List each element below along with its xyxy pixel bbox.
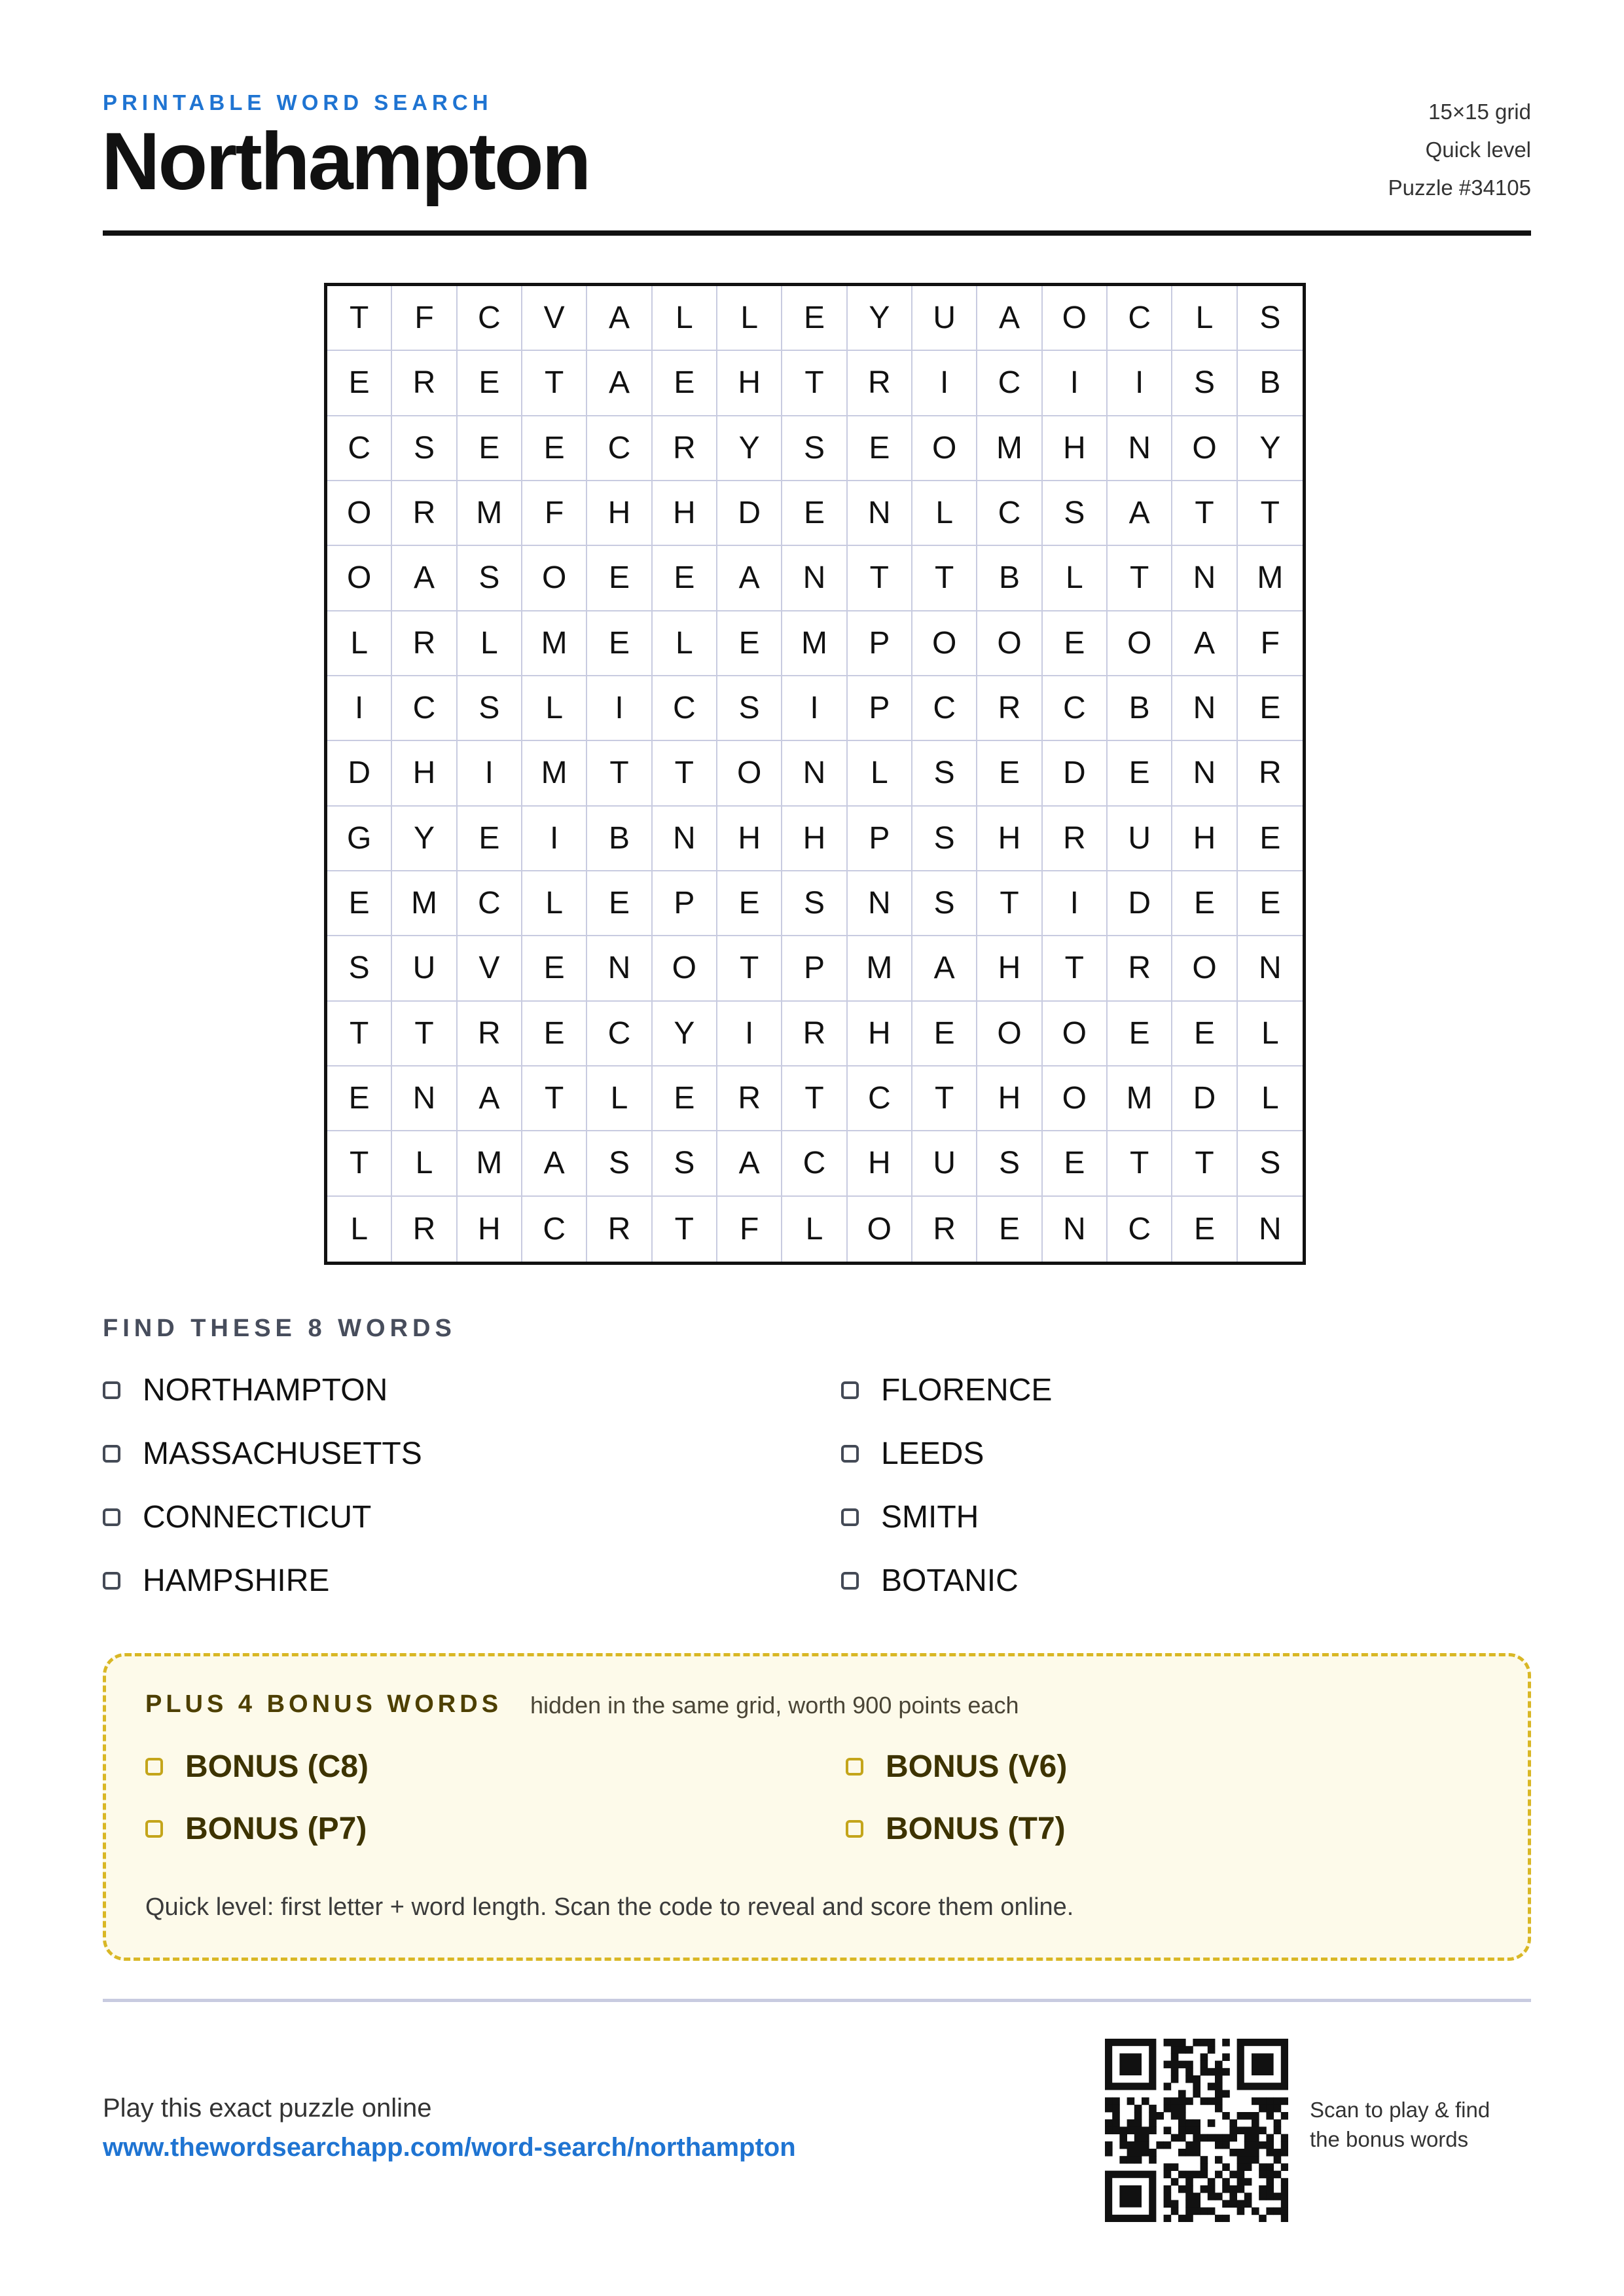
puzzle-number-label: Puzzle #34105 bbox=[1388, 175, 1531, 200]
grid-cell[interactable]: M bbox=[392, 871, 457, 936]
grid-cell[interactable]: H bbox=[653, 481, 717, 546]
grid-cell[interactable]: P bbox=[653, 871, 717, 936]
grid-cell[interactable]: N bbox=[782, 546, 847, 611]
checkbox-icon[interactable] bbox=[841, 1508, 859, 1526]
grid-cell[interactable]: C bbox=[977, 481, 1042, 546]
grid-cell[interactable]: U bbox=[912, 286, 977, 351]
grid-cell[interactable]: H bbox=[717, 351, 782, 416]
grid-cell[interactable]: E bbox=[458, 807, 522, 871]
word-list bbox=[103, 1372, 1531, 1599]
grid-cell[interactable]: N bbox=[848, 871, 912, 936]
grid-cell[interactable]: E bbox=[782, 286, 847, 351]
grid-cell[interactable]: R bbox=[848, 351, 912, 416]
grid-cell[interactable]: E bbox=[1043, 611, 1108, 676]
grid-cell[interactable]: Y bbox=[848, 286, 912, 351]
grid-cell[interactable]: O bbox=[522, 546, 587, 611]
grid-cell[interactable]: L bbox=[782, 1197, 847, 1262]
grid-cell[interactable]: M bbox=[1108, 1066, 1172, 1131]
grid-cell[interactable]: A bbox=[587, 286, 652, 351]
grid-cell[interactable]: E bbox=[653, 351, 717, 416]
grid-cell[interactable]: B bbox=[587, 807, 652, 871]
grid-cell[interactable]: H bbox=[977, 807, 1042, 871]
grid-cell[interactable]: L bbox=[458, 611, 522, 676]
grid-cell[interactable]: S bbox=[1172, 351, 1237, 416]
grid-cell[interactable]: M bbox=[458, 1131, 522, 1196]
grid-cell[interactable]: T bbox=[912, 546, 977, 611]
grid-cell[interactable]: N bbox=[653, 807, 717, 871]
grid-cell[interactable]: O bbox=[717, 741, 782, 806]
puzzle-meta bbox=[1388, 93, 1531, 207]
grid-cell[interactable]: S bbox=[717, 676, 782, 741]
grid-cell[interactable]: O bbox=[977, 611, 1042, 676]
grid-cell[interactable]: F bbox=[717, 1197, 782, 1262]
grid-cell[interactable]: N bbox=[587, 936, 652, 1001]
grid-cell[interactable]: O bbox=[1043, 1066, 1108, 1131]
bonus-word-label: BONUS (T7) bbox=[886, 1812, 1066, 1846]
grid-cell[interactable]: E bbox=[1108, 1002, 1172, 1066]
grid-cell[interactable]: L bbox=[522, 676, 587, 741]
grid-cell[interactable]: L bbox=[653, 611, 717, 676]
grid-cell[interactable]: M bbox=[522, 611, 587, 676]
word-item[interactable] bbox=[103, 1372, 841, 1409]
checkbox-icon[interactable] bbox=[841, 1445, 859, 1463]
grid-cell[interactable]: H bbox=[977, 1066, 1042, 1131]
grid-cell[interactable]: A bbox=[1172, 611, 1237, 676]
word-label: NORTHAMPTON bbox=[143, 1373, 388, 1408]
grid-cell[interactable]: O bbox=[848, 1197, 912, 1262]
word-label: SMITH bbox=[881, 1500, 979, 1535]
grid-cell[interactable]: H bbox=[458, 1197, 522, 1262]
grid-cell[interactable]: I bbox=[1043, 871, 1108, 936]
grid-cell[interactable]: D bbox=[1108, 871, 1172, 936]
grid-cell[interactable]: S bbox=[912, 871, 977, 936]
grid-cell[interactable]: T bbox=[1238, 481, 1303, 546]
grid-cell[interactable]: V bbox=[458, 936, 522, 1001]
grid-cell[interactable]: D bbox=[1172, 1066, 1237, 1131]
grid-cell[interactable]: L bbox=[327, 1197, 392, 1262]
checkbox-icon[interactable] bbox=[846, 1820, 863, 1838]
bonus-word-label: BONUS (C8) bbox=[185, 1749, 369, 1784]
grid-cell[interactable]: T bbox=[912, 1066, 977, 1131]
grid-cell[interactable]: N bbox=[1238, 936, 1303, 1001]
bonus-word-label: BONUS (V6) bbox=[886, 1749, 1068, 1784]
grid-cell[interactable]: E bbox=[587, 546, 652, 611]
grid-cell[interactable]: U bbox=[392, 936, 457, 1001]
word-label: BOTANIC bbox=[881, 1563, 1019, 1598]
grid-cell[interactable]: I bbox=[327, 676, 392, 741]
grid-cell[interactable]: E bbox=[522, 936, 587, 1001]
grid-cell[interactable]: T bbox=[1172, 481, 1237, 546]
grid-cell[interactable]: R bbox=[1108, 936, 1172, 1001]
bonus-subheading: hidden in the same grid, worth 900 points each bbox=[530, 1692, 1019, 1719]
grid-cell[interactable]: N bbox=[1172, 546, 1237, 611]
grid-cell[interactable]: B bbox=[977, 546, 1042, 611]
bonus-heading: PLUS 4 BONUS WORDS bbox=[145, 1690, 503, 1718]
grid-cell[interactable]: E bbox=[327, 1066, 392, 1131]
grid-cell[interactable]: H bbox=[1172, 807, 1237, 871]
grid-cell[interactable]: S bbox=[782, 416, 847, 481]
grid-cell[interactable]: E bbox=[522, 1002, 587, 1066]
grid-cell[interactable]: T bbox=[848, 546, 912, 611]
grid-cell[interactable]: M bbox=[458, 481, 522, 546]
play-online-text: Play this exact puzzle online bbox=[103, 2094, 432, 2123]
grid-cell[interactable]: R bbox=[392, 1197, 457, 1262]
bonus-word-item[interactable] bbox=[145, 1748, 846, 1785]
grid-cell[interactable]: P bbox=[782, 936, 847, 1001]
grid-cell[interactable]: E bbox=[522, 416, 587, 481]
grid-cell[interactable]: S bbox=[1238, 286, 1303, 351]
grid-cell[interactable]: E bbox=[912, 1002, 977, 1066]
grid-cell[interactable]: R bbox=[653, 416, 717, 481]
grid-cell[interactable]: L bbox=[392, 1131, 457, 1196]
grid-cell[interactable]: L bbox=[327, 611, 392, 676]
page-title: Northampton bbox=[101, 117, 590, 207]
grid-cell[interactable]: M bbox=[977, 416, 1042, 481]
grid-cell[interactable]: A bbox=[977, 286, 1042, 351]
grid-cell[interactable]: T bbox=[653, 1197, 717, 1262]
grid-cell[interactable]: O bbox=[1172, 936, 1237, 1001]
grid-cell[interactable]: L bbox=[1043, 546, 1108, 611]
header-divider bbox=[103, 230, 1531, 236]
letter-grid bbox=[324, 283, 1306, 1265]
grid-cell[interactable]: C bbox=[653, 676, 717, 741]
grid-cell[interactable]: L bbox=[848, 741, 912, 806]
grid-cell[interactable]: A bbox=[458, 1066, 522, 1131]
grid-cell[interactable]: S bbox=[458, 676, 522, 741]
grid-cell[interactable]: F bbox=[1238, 611, 1303, 676]
grid-cell[interactable]: S bbox=[912, 807, 977, 871]
grid-cell[interactable]: E bbox=[458, 351, 522, 416]
checkbox-icon[interactable] bbox=[145, 1758, 163, 1776]
grid-cell[interactable]: E bbox=[782, 481, 847, 546]
grid-cell[interactable]: O bbox=[912, 611, 977, 676]
grid-cell[interactable]: S bbox=[977, 1131, 1042, 1196]
grid-cell[interactable]: H bbox=[848, 1002, 912, 1066]
grid-cell[interactable]: E bbox=[327, 871, 392, 936]
grid-cell[interactable]: E bbox=[1108, 741, 1172, 806]
word-item[interactable] bbox=[841, 1372, 1531, 1409]
grid-cell[interactable]: O bbox=[1108, 611, 1172, 676]
grid-cell[interactable]: D bbox=[1043, 741, 1108, 806]
word-list-heading: FIND THESE 8 WORDS bbox=[103, 1315, 456, 1342]
grid-cell[interactable]: S bbox=[327, 936, 392, 1001]
grid-cell[interactable]: R bbox=[717, 1066, 782, 1131]
puzzle-url-link[interactable]: www.thewordsearchapp.com/word-search/northampton bbox=[103, 2133, 796, 2162]
grid-cell[interactable]: I bbox=[1043, 351, 1108, 416]
checkbox-icon[interactable] bbox=[145, 1820, 163, 1838]
grid-cell[interactable]: E bbox=[1238, 871, 1303, 936]
grid-cell[interactable]: E bbox=[653, 1066, 717, 1131]
grid-cell[interactable]: I bbox=[587, 676, 652, 741]
checkbox-icon[interactable] bbox=[846, 1758, 863, 1776]
grid-cell[interactable]: L bbox=[1172, 286, 1237, 351]
scan-caption-line: Scan to play & find bbox=[1310, 2098, 1490, 2122]
grid-cell[interactable]: T bbox=[1043, 936, 1108, 1001]
bonus-word-item[interactable] bbox=[846, 1810, 1481, 1848]
grid-cell[interactable]: L bbox=[587, 1066, 652, 1131]
grid-cell[interactable]: O bbox=[327, 481, 392, 546]
word-label: LEEDS bbox=[881, 1436, 984, 1471]
word-label: MASSACHUSETTS bbox=[143, 1436, 422, 1471]
grid-cell[interactable]: H bbox=[717, 807, 782, 871]
grid-cell[interactable]: D bbox=[327, 741, 392, 806]
grid-cell[interactable]: C bbox=[848, 1066, 912, 1131]
word-item[interactable] bbox=[103, 1499, 841, 1536]
grid-cell[interactable]: G bbox=[327, 807, 392, 871]
grid-size-label: 15×15 grid bbox=[1428, 100, 1531, 124]
grid-cell[interactable]: P bbox=[848, 611, 912, 676]
grid-cell[interactable]: L bbox=[653, 286, 717, 351]
grid-cell[interactable]: R bbox=[977, 676, 1042, 741]
grid-cell[interactable]: N bbox=[1172, 741, 1237, 806]
grid-cell[interactable]: Y bbox=[1238, 416, 1303, 481]
grid-cell[interactable]: N bbox=[1108, 416, 1172, 481]
grid-cell[interactable]: H bbox=[848, 1131, 912, 1196]
word-item[interactable] bbox=[103, 1435, 841, 1472]
grid-cell[interactable]: C bbox=[392, 676, 457, 741]
grid-cell[interactable]: H bbox=[587, 481, 652, 546]
grid-cell[interactable]: S bbox=[782, 871, 847, 936]
grid-cell[interactable]: E bbox=[1238, 676, 1303, 741]
grid-cell[interactable]: A bbox=[522, 1131, 587, 1196]
grid-cell[interactable]: T bbox=[653, 741, 717, 806]
grid-cell[interactable]: A bbox=[392, 546, 457, 611]
grid-cell[interactable]: R bbox=[392, 611, 457, 676]
grid-cell[interactable]: A bbox=[912, 936, 977, 1001]
grid-cell[interactable]: R bbox=[912, 1197, 977, 1262]
grid-cell[interactable]: E bbox=[717, 871, 782, 936]
grid-cell[interactable]: E bbox=[1172, 1197, 1237, 1262]
grid-cell[interactable]: L bbox=[717, 286, 782, 351]
checkbox-icon[interactable] bbox=[103, 1508, 120, 1526]
grid-cell[interactable]: H bbox=[977, 936, 1042, 1001]
grid-cell[interactable]: U bbox=[1108, 807, 1172, 871]
grid-cell[interactable]: I bbox=[912, 351, 977, 416]
grid-cell[interactable]: C bbox=[1043, 676, 1108, 741]
grid-cell[interactable]: T bbox=[327, 286, 392, 351]
grid-cell[interactable]: N bbox=[1258, 1211, 1282, 1247]
grid-cell[interactable]: S bbox=[458, 546, 522, 611]
grid-cell[interactable]: R bbox=[1043, 807, 1108, 871]
grid-cell[interactable]: R bbox=[587, 1197, 652, 1262]
grid-cell[interactable]: U bbox=[912, 1131, 977, 1196]
grid-cell[interactable]: B bbox=[1238, 351, 1303, 416]
grid-cell[interactable]: E bbox=[1172, 1002, 1237, 1066]
footer-divider bbox=[103, 1999, 1531, 2002]
checkbox-icon[interactable] bbox=[103, 1572, 120, 1590]
grid-cell[interactable]: C bbox=[912, 676, 977, 741]
grid-cell[interactable]: E bbox=[848, 416, 912, 481]
bonus-word-item[interactable] bbox=[846, 1748, 1481, 1785]
grid-cell[interactable]: O bbox=[327, 546, 392, 611]
grid-cell[interactable]: T bbox=[1108, 1131, 1172, 1196]
page-kicker: PRINTABLE WORD SEARCH bbox=[103, 90, 493, 115]
grid-cell[interactable]: C bbox=[782, 1131, 847, 1196]
checkbox-icon[interactable] bbox=[841, 1572, 859, 1590]
grid-cell[interactable]: C bbox=[458, 871, 522, 936]
grid-cell[interactable]: S bbox=[653, 1131, 717, 1196]
scan-caption-line: the bonus words bbox=[1310, 2127, 1469, 2151]
qr-code-icon[interactable] bbox=[1105, 2039, 1288, 2222]
grid-cell[interactable]: T bbox=[522, 351, 587, 416]
grid-cell[interactable]: N bbox=[1043, 1197, 1108, 1262]
grid-cell[interactable]: Y bbox=[653, 1002, 717, 1066]
word-label: FLORENCE bbox=[881, 1373, 1053, 1408]
grid-cell[interactable]: O bbox=[977, 1002, 1042, 1066]
grid-cell[interactable]: C bbox=[1108, 1197, 1172, 1262]
grid-cell[interactable]: S bbox=[1043, 481, 1108, 546]
grid-cell[interactable]: T bbox=[977, 871, 1042, 936]
grid-cell[interactable]: C bbox=[1108, 286, 1172, 351]
word-label: CONNECTICUT bbox=[143, 1500, 372, 1535]
grid-cell[interactable]: L bbox=[1238, 1002, 1303, 1066]
grid-cell[interactable]: L bbox=[912, 481, 977, 546]
grid-cell[interactable]: S bbox=[1238, 1131, 1303, 1196]
bonus-word-item[interactable] bbox=[145, 1810, 846, 1848]
grid-cell[interactable]: T bbox=[1172, 1131, 1237, 1196]
word-item[interactable] bbox=[841, 1562, 1531, 1599]
grid-cell[interactable]: E bbox=[717, 611, 782, 676]
grid-cell[interactable]: Y bbox=[392, 807, 457, 871]
grid-cell[interactable]: R bbox=[392, 481, 457, 546]
grid-cell[interactable]: O bbox=[912, 416, 977, 481]
bonus-word-label: BONUS (P7) bbox=[185, 1812, 367, 1846]
grid-cell[interactable]: P bbox=[848, 807, 912, 871]
grid-cell[interactable]: R bbox=[782, 1002, 847, 1066]
bonus-note: Quick level: first letter + word length. Scan the code to reveal and score them online. bbox=[145, 1893, 1074, 1921]
grid-cell[interactable]: A bbox=[587, 351, 652, 416]
grid-cell[interactable]: E bbox=[653, 546, 717, 611]
grid-cell[interactable]: O bbox=[1043, 286, 1108, 351]
grid-cell[interactable]: T bbox=[392, 1002, 457, 1066]
grid-cell[interactable]: T bbox=[327, 1002, 392, 1066]
grid-cell[interactable]: E bbox=[1172, 871, 1237, 936]
grid-cell[interactable]: Y bbox=[717, 416, 782, 481]
checkbox-icon[interactable] bbox=[103, 1445, 120, 1463]
grid-cell[interactable]: T bbox=[327, 1131, 392, 1196]
grid-cell[interactable]: S bbox=[587, 1131, 652, 1196]
grid-cell[interactable]: E bbox=[587, 611, 652, 676]
grid-cell[interactable]: E bbox=[977, 1197, 1042, 1262]
grid-cell[interactable]: C bbox=[458, 286, 522, 351]
grid-cell[interactable]: B bbox=[1108, 676, 1172, 741]
grid-cell[interactable]: A bbox=[717, 1131, 782, 1196]
grid-cell[interactable]: T bbox=[522, 1066, 587, 1131]
grid-cell[interactable]: H bbox=[1043, 416, 1108, 481]
grid-cell[interactable]: R bbox=[458, 1002, 522, 1066]
grid-cell[interactable]: M bbox=[522, 741, 587, 806]
grid-cell[interactable]: E bbox=[327, 351, 392, 416]
grid-cell[interactable]: N bbox=[392, 1066, 457, 1131]
checkbox-icon[interactable] bbox=[103, 1381, 120, 1399]
grid-cell[interactable]: M bbox=[1238, 546, 1303, 611]
grid-cell[interactable]: M bbox=[848, 936, 912, 1001]
grid-cell[interactable]: P bbox=[848, 676, 912, 741]
checkbox-icon[interactable] bbox=[841, 1381, 859, 1399]
bonus-word-list bbox=[145, 1748, 1481, 1848]
grid-cell[interactable]: C bbox=[587, 416, 652, 481]
grid-cell[interactable]: T bbox=[587, 741, 652, 806]
grid-cell[interactable]: C bbox=[327, 416, 392, 481]
grid-cell[interactable]: S bbox=[392, 416, 457, 481]
bonus-panel bbox=[103, 1653, 1531, 1961]
grid-cell[interactable]: E bbox=[977, 741, 1042, 806]
grid-cell[interactable]: C bbox=[587, 1002, 652, 1066]
grid-cell[interactable]: R bbox=[392, 351, 457, 416]
grid-cell[interactable]: E bbox=[1043, 1131, 1108, 1196]
word-item[interactable] bbox=[103, 1562, 841, 1599]
grid-cell[interactable]: F bbox=[392, 286, 457, 351]
word-label: HAMPSHIRE bbox=[143, 1563, 330, 1598]
grid-cell[interactable]: E bbox=[587, 871, 652, 936]
grid-cell[interactable]: V bbox=[522, 286, 587, 351]
grid-cell[interactable]: O bbox=[653, 936, 717, 1001]
grid-cell[interactable]: N bbox=[848, 481, 912, 546]
grid-cell[interactable]: O bbox=[1172, 416, 1237, 481]
grid-cell[interactable]: E bbox=[1238, 807, 1303, 871]
grid-cell[interactable]: C bbox=[522, 1197, 587, 1262]
grid-cell[interactable]: L bbox=[1238, 1066, 1303, 1131]
grid-cell[interactable]: F bbox=[522, 481, 587, 546]
grid-cell[interactable]: I bbox=[1108, 351, 1172, 416]
grid-cell[interactable]: N bbox=[1172, 676, 1237, 741]
grid-cell[interactable]: T bbox=[1108, 546, 1172, 611]
grid-cell[interactable]: T bbox=[782, 351, 847, 416]
grid-cell[interactable]: R bbox=[1238, 741, 1303, 806]
grid-cell[interactable]: A bbox=[1108, 481, 1172, 546]
grid-cell[interactable]: I bbox=[782, 676, 847, 741]
grid-cell[interactable]: I bbox=[458, 741, 522, 806]
grid-cell[interactable]: H bbox=[392, 741, 457, 806]
grid-cell[interactable]: C bbox=[977, 351, 1042, 416]
grid-cell[interactable]: T bbox=[717, 936, 782, 1001]
grid-cell[interactable]: I bbox=[522, 807, 587, 871]
word-item[interactable] bbox=[841, 1499, 1531, 1536]
grid-cell[interactable]: S bbox=[912, 741, 977, 806]
grid-cell[interactable]: N bbox=[782, 741, 847, 806]
grid-cell[interactable]: D bbox=[717, 481, 782, 546]
grid-cell[interactable]: O bbox=[1043, 1002, 1108, 1066]
grid-cell[interactable]: H bbox=[782, 807, 847, 871]
grid-cell[interactable]: T bbox=[782, 1066, 847, 1131]
grid-cell[interactable]: L bbox=[522, 871, 587, 936]
word-item[interactable] bbox=[841, 1435, 1531, 1472]
level-label: Quick level bbox=[1425, 137, 1531, 162]
grid-cell[interactable]: M bbox=[782, 611, 847, 676]
grid-cell[interactable]: E bbox=[458, 416, 522, 481]
scan-caption bbox=[1310, 2095, 1490, 2154]
grid-cell[interactable]: A bbox=[717, 546, 782, 611]
grid-cell[interactable]: I bbox=[717, 1002, 782, 1066]
